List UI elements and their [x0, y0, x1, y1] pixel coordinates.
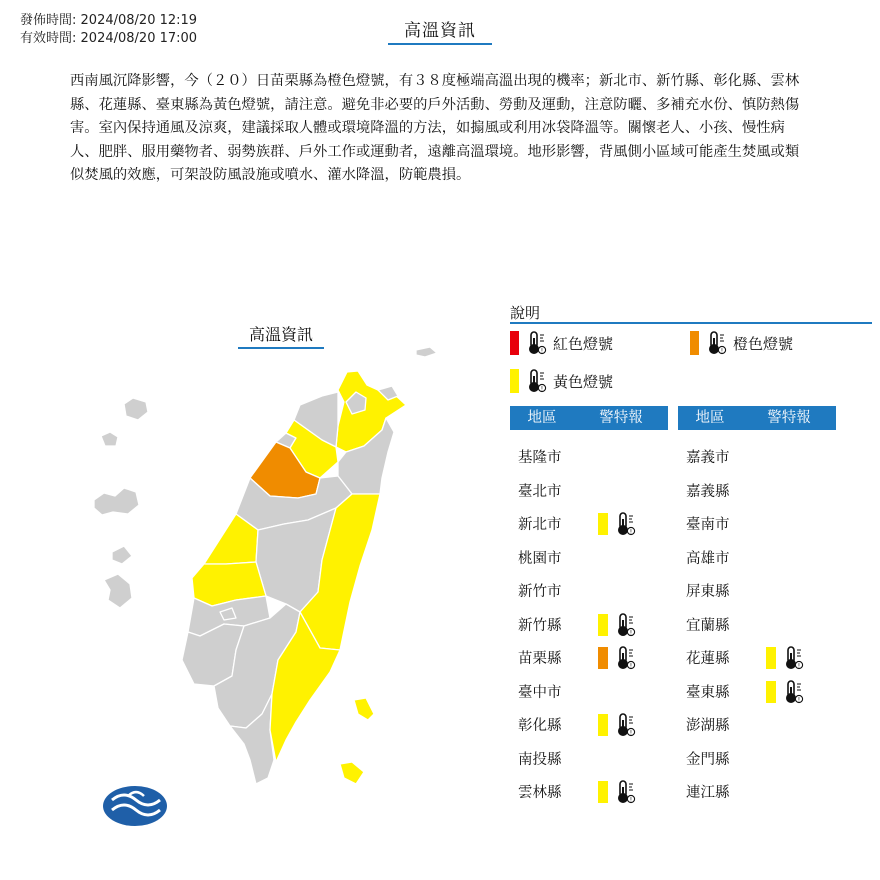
table-row — [518, 548, 590, 570]
legend-red — [510, 330, 613, 356]
svg-text:!: ! — [629, 628, 633, 636]
taiwan-map — [90, 340, 450, 840]
orange-swatch — [598, 647, 608, 669]
svg-text:!: ! — [540, 347, 544, 355]
region-name: 金門縣 — [686, 751, 730, 768]
region-name: 花蓮縣 — [686, 651, 730, 667]
legend-red-label: 紅色燈號 — [553, 334, 614, 353]
thermometer-icon — [614, 779, 636, 805]
region-name: 臺北市 — [518, 483, 562, 500]
table-row — [518, 514, 633, 536]
table-row — [686, 648, 801, 670]
region-name: 宜蘭縣 — [686, 617, 730, 634]
thermometer-icon — [705, 330, 727, 356]
legend-orange-label: 橙色燈號 — [733, 334, 794, 353]
warning-indicator — [766, 679, 804, 705]
table-row — [686, 447, 758, 469]
table-row — [518, 615, 633, 637]
column-warning: 警特報 — [767, 410, 811, 426]
table-row — [518, 581, 590, 603]
table-row — [686, 548, 758, 570]
map-penghu-island — [112, 546, 132, 564]
issued-time: 2024/08/20 12:19 — [80, 13, 198, 28]
svg-text:!: ! — [797, 662, 801, 670]
table-row — [686, 715, 758, 737]
region-name: 臺東縣 — [686, 684, 730, 701]
region-name: 高雄市 — [686, 550, 730, 567]
map-matsu-island — [101, 432, 118, 446]
region-name: 新北市 — [518, 517, 562, 533]
table-row — [686, 581, 758, 603]
yellow-swatch — [598, 781, 608, 803]
thermometer-icon — [525, 330, 547, 356]
valid-time: 2024/08/20 17:00 — [80, 31, 198, 46]
legend-divider — [510, 322, 872, 324]
region-name: 桃園市 — [518, 550, 562, 567]
yellow-swatch — [766, 647, 776, 669]
region-name: 嘉義縣 — [686, 483, 730, 500]
yellow-swatch — [510, 369, 519, 393]
thermometer-icon — [614, 612, 636, 638]
map-kinmen-island — [94, 488, 139, 515]
svg-text:!: ! — [629, 662, 633, 670]
column-region: 地區 — [695, 410, 725, 426]
table-row — [518, 749, 590, 771]
table-row — [686, 481, 758, 503]
table-row — [518, 682, 590, 704]
table-row — [518, 782, 633, 804]
region-name: 新竹縣 — [518, 617, 562, 634]
region-name: 連江縣 — [686, 785, 730, 801]
map-matsu-island — [124, 398, 148, 420]
table-row — [686, 749, 758, 771]
thermometer-icon — [614, 712, 636, 738]
warning-description: 西南風沉降影響，今（２０）日苗栗縣為橙色燈號，有３８度極端高溫出現的機率；新北市、新竹縣、彰化縣、雲林縣、花蓮縣、臺東縣為黃色燈號，請注意。避免非必要的戶外活動、勞動及運動，注意防曬、多補充水份、慎防熱傷害。室內保持通風及涼爽，建議採取人體或環境降溫的方法，如搧風或利用冰袋降溫等。關懷老人、小孩、慢性病人、肥胖、服用藥物者、弱勢族群、戶外工作或運動者，遠離高溫環境。地形影響，背風側小區域可能產生焚風或類似焚風的效應，可架設防風設施或噴水、灌水降溫，防範農損。 — [70, 73, 800, 183]
region-name: 臺南市 — [686, 517, 730, 533]
thermometer-icon — [782, 645, 804, 671]
thermometer-icon — [782, 679, 804, 705]
table-row — [518, 715, 633, 737]
svg-text:!: ! — [629, 528, 633, 536]
svg-text:!: ! — [797, 695, 801, 703]
legend-orange — [690, 330, 793, 356]
column-region: 地區 — [527, 410, 557, 426]
red-swatch — [510, 331, 519, 355]
legend-yellow-label: 黃色燈號 — [553, 372, 614, 391]
yellow-swatch — [598, 614, 608, 636]
warning-indicator — [598, 645, 636, 671]
yellow-swatch — [598, 513, 608, 535]
warning-indicator — [598, 612, 636, 638]
map-green-island — [354, 698, 374, 720]
table-row — [686, 682, 801, 704]
region-name: 彰化縣 — [518, 718, 562, 734]
yellow-swatch — [598, 714, 608, 736]
valid-label: 有效時間: — [20, 31, 77, 46]
region-name: 基隆市 — [518, 450, 562, 466]
legend-yellow — [510, 368, 613, 394]
warning-indicator — [598, 712, 636, 738]
region-name: 新竹市 — [518, 584, 562, 600]
region-name: 苗栗縣 — [518, 651, 562, 667]
table-row — [686, 615, 758, 637]
svg-text:!: ! — [540, 385, 544, 393]
thermometer-icon — [525, 368, 547, 394]
svg-text:!: ! — [629, 729, 633, 737]
thermometer-icon — [614, 511, 636, 537]
thermometer-icon — [614, 645, 636, 671]
svg-text:!: ! — [629, 796, 633, 804]
column-warning: 警特報 — [599, 410, 643, 426]
warning-indicator — [598, 511, 636, 537]
page-title: 高溫資訊 — [388, 16, 492, 45]
issue-info — [20, 12, 197, 48]
region-name: 屏東縣 — [686, 584, 730, 600]
map-penghu-island — [104, 574, 132, 608]
legend-title: 說明 — [510, 304, 541, 322]
orange-swatch — [690, 331, 699, 355]
region-name: 嘉義市 — [686, 450, 730, 466]
svg-text:!: ! — [720, 347, 724, 355]
region-name: 南投縣 — [518, 751, 562, 768]
table-row — [518, 481, 590, 503]
map-title: 高溫資訊 — [238, 322, 324, 349]
table-row — [686, 782, 758, 804]
map-orchid-island — [340, 762, 364, 784]
issued-label: 發佈時間: — [20, 13, 77, 28]
warning-indicator — [598, 779, 636, 805]
table-header-left — [510, 406, 668, 430]
table-row — [518, 648, 633, 670]
table-header-right — [678, 406, 836, 430]
region-name: 臺中市 — [518, 684, 562, 701]
region-name: 澎湖縣 — [686, 718, 730, 734]
warning-indicator — [766, 645, 804, 671]
cwa-logo-icon — [103, 786, 167, 826]
table-row — [518, 447, 590, 469]
yellow-swatch — [766, 681, 776, 703]
region-name: 雲林縣 — [518, 785, 562, 801]
map-islet — [416, 347, 437, 357]
table-row — [686, 514, 758, 536]
